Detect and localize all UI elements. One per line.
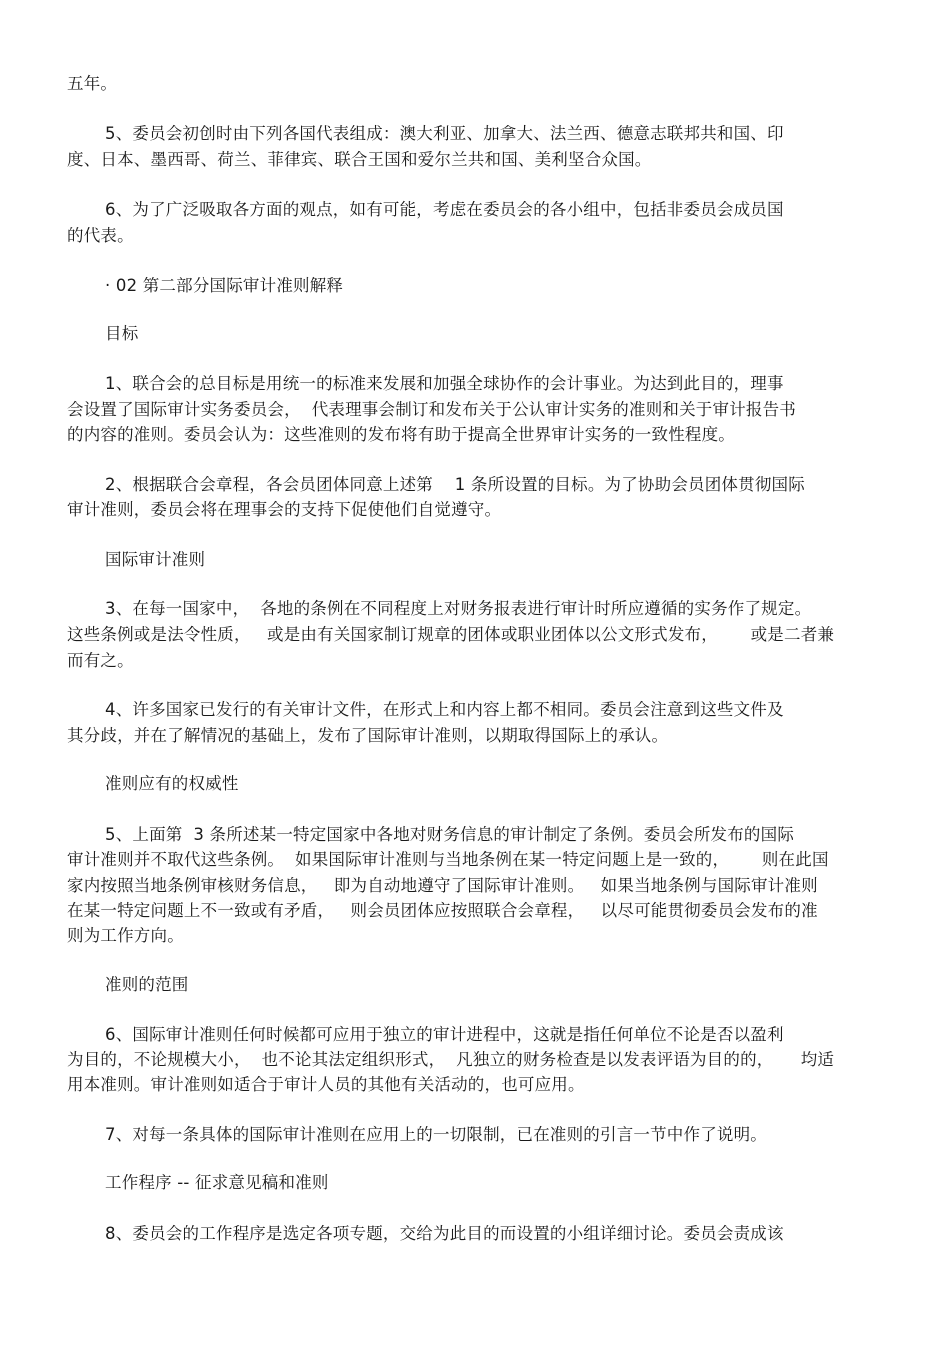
paragraph-1-line: 1、联合会的总目标是用统一的标准来发展和加强全球协作的会计事业。为达到此目的，理事 (105, 374, 784, 393)
paragraph-5-line: 度、日本、墨西哥、荷兰、菲律宾、联合王国和爱尔兰共和国、美利坚合众国。 (67, 150, 652, 169)
paragraph-1-line: 会设置了国际审计实务委员会， 代表理事会制订和发布关于公认审计实务的准则和关于审计报告书 (67, 400, 796, 419)
paragraph-7-line: 7、对每一条具体的国际审计准则在应用上的一切限制，已在准则的引言一节中作了说明。 (105, 1125, 767, 1144)
subheading-objective: 目标 (105, 324, 139, 343)
paragraph-6b-line: 为目的，不论规模大小， 也不论其法定组织形式， 凡独立的财务检查是以发表评语为目的的， 均适 (67, 1050, 835, 1069)
paragraph-6-line: 6、为了广泛吸取各方面的观点，如有可能，考虑在委员会的各小组中，包括非委员会成员国 (105, 200, 784, 219)
paragraph-6b-line: 用本准则。审计准则如适合于审计人员的其他有关活动的，也可应用。 (67, 1075, 585, 1094)
paragraph-2-line: 审计准则，委员会将在理事会的支持下促使他们自觉遵守。 (67, 500, 502, 519)
paragraph-5b-line: 则为工作方向。 (67, 926, 184, 945)
paragraph-4-line: 4、许多国家已发行的有关审计文件，在形式上和内容上都不相同。委员会注意到这些文件及 (105, 700, 784, 719)
subheading-authority: 准则应有的权威性 (105, 774, 239, 793)
text-line: 五年。 (67, 74, 118, 93)
paragraph-5-line: 5、委员会初创时由下列各国代表组成：澳大利亚、加拿大、法兰西、德意志联邦共和国、印 (105, 124, 784, 143)
subheading-scope: 准则的范围 (105, 975, 189, 994)
paragraph-5b-line: 5、上面第 3 条所述某一特定国家中各地对财务信息的审计制定了条例。委员会所发布的国际 (105, 825, 795, 844)
section-heading: · 02 第二部分国际审计准则解释 (105, 276, 344, 295)
paragraph-5b-line: 在某一特定问题上不一致或有矛盾， 则会员团体应按照联合会章程， 以尽可能贯彻委员会发布的准 (67, 901, 818, 920)
subheading-procedure: 工作程序 -- 征求意见稿和准则 (105, 1173, 329, 1192)
paragraph-3-line: 而有之。 (67, 651, 134, 670)
paragraph-3-line: 这些条例或是法令性质， 或是由有关国家制订规章的团体或职业团体以公文形式发布， 或是二者兼 (67, 625, 835, 644)
paragraph-1-line: 的内容的准则。委员会认为：这些准则的发布将有助于提高全世界审计实务的一致性程度。 (67, 425, 735, 444)
subheading-isa: 国际审计准则 (105, 550, 206, 569)
paragraph-8-line: 8、委员会的工作程序是选定各项专题，交给为此目的而设置的小组详细讨论。委员会责成该 (105, 1224, 784, 1243)
paragraph-6-line: 的代表。 (67, 226, 134, 245)
paragraph-4-line: 其分歧，并在了解情况的基础上，发布了国际审计准则，以期取得国际上的承认。 (67, 726, 669, 745)
paragraph-5b-line: 审计准则并不取代这些条例。 如果国际审计准则与当地条例在某一特定问题上是一致的， 则在此国 (67, 850, 829, 869)
paragraph-6b-line: 6、国际审计准则任何时候都可应用于独立的审计进程中，这就是指任何单位不论是否以盈利 (105, 1025, 784, 1044)
paragraph-2-line: 2、根据联合会章程，各会员团体同意上述第 1 条所设置的目标。为了协助会员团体贯彻国际 (105, 475, 805, 494)
paragraph-5b-line: 家内按照当地条例审核财务信息， 即为自动地遵守了国际审计准则。 如果当地条例与国际审计准则 (67, 876, 818, 895)
paragraph-3-line: 3、在每一国家中， 各地的条例在不同程度上对财务报表进行审计时所应遵循的实务作了规定。 (105, 599, 812, 618)
